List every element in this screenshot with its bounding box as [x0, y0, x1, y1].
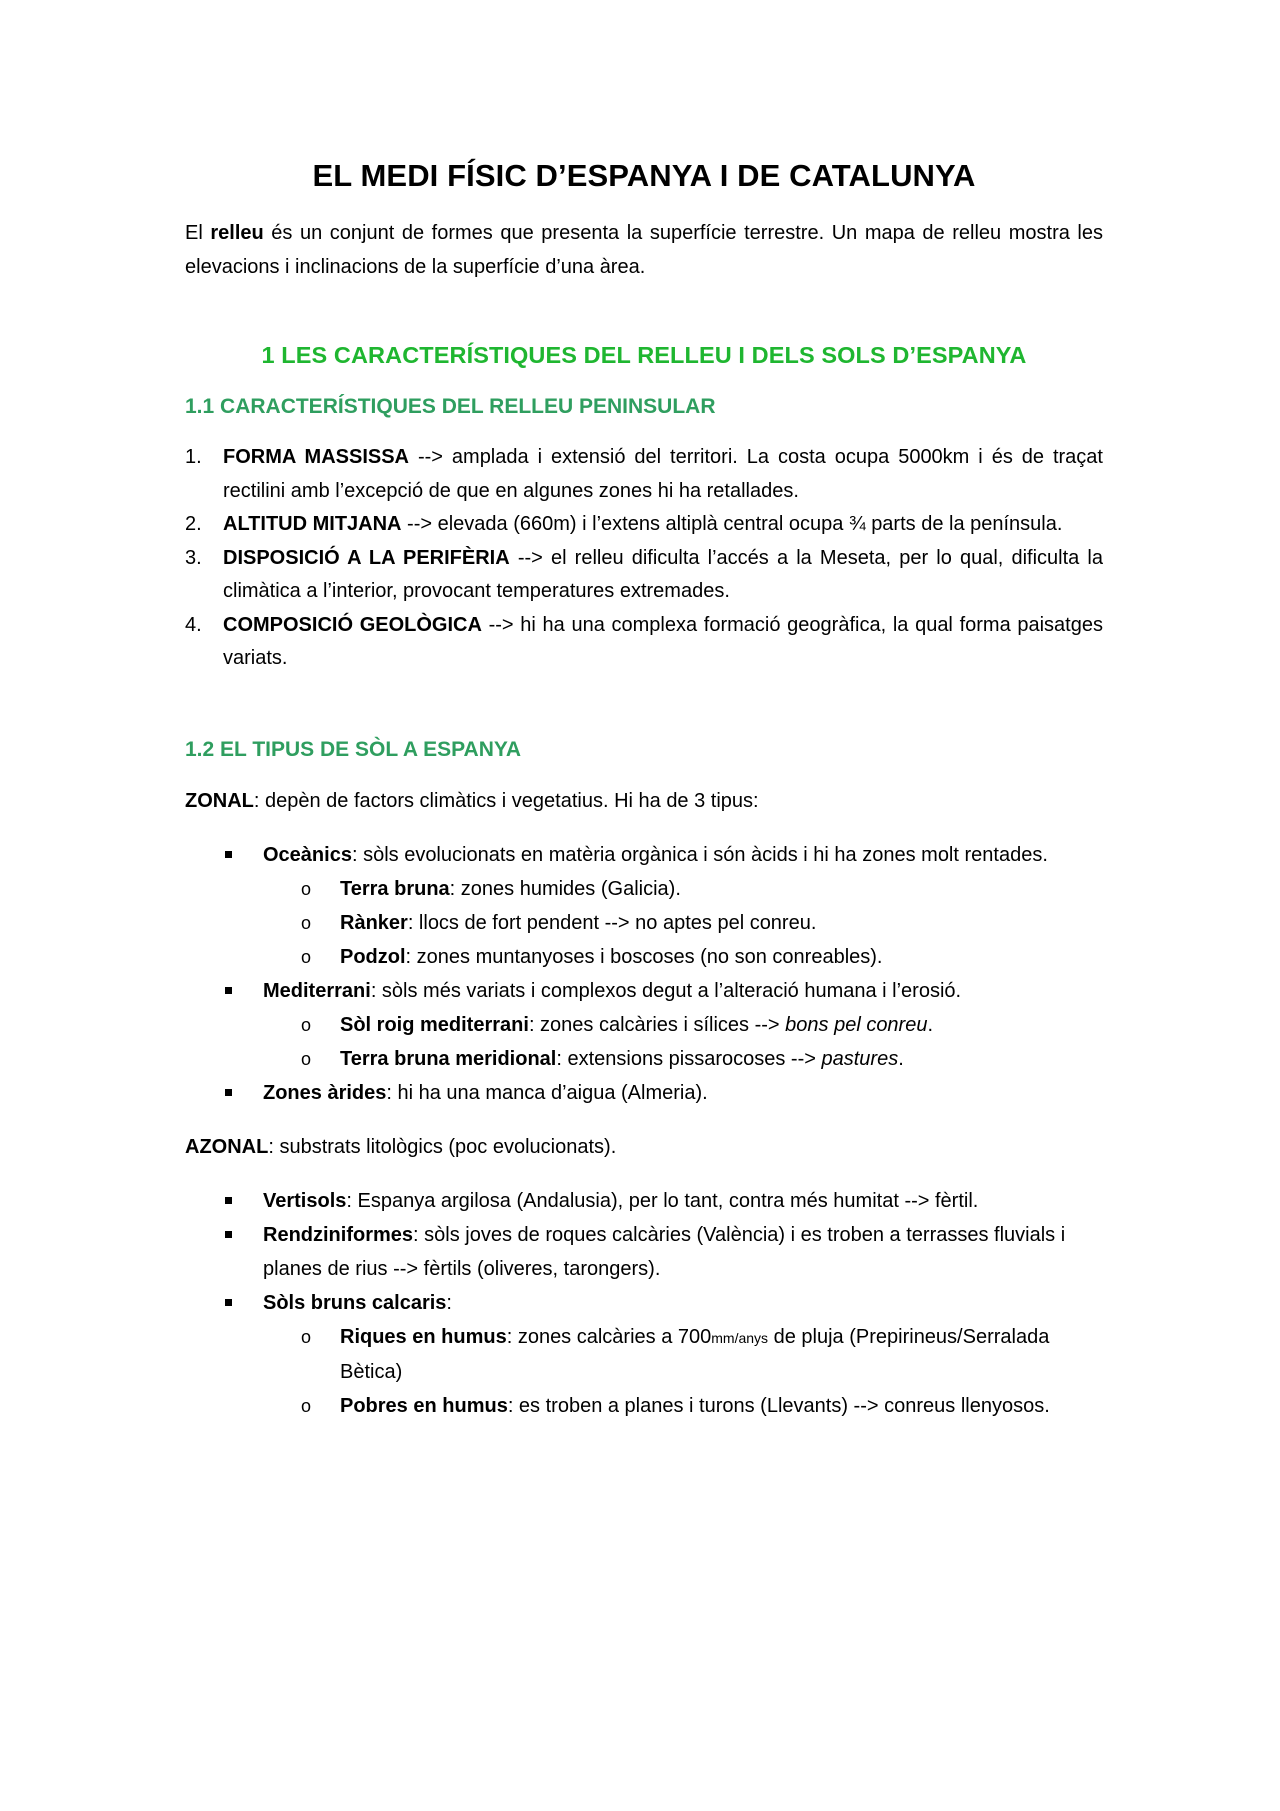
square-bullet-icon — [225, 1197, 232, 1204]
circle-bullet-icon: o — [301, 1048, 312, 1069]
sub-list — [263, 1320, 1103, 1423]
zonal-list — [185, 838, 1103, 1110]
sub-list-item: o Terra bruna meridional: extensions pissarocoses --> pastures. — [263, 1042, 1103, 1076]
sub-list-item: o Rànker: llocs de fort pendent --> no aptes pel conreu. — [263, 906, 1103, 940]
intro-bold-term: relleu — [210, 222, 264, 244]
list-item: Zones àrides: hi ha una manca d’aigua (Almeria). — [185, 1076, 1103, 1110]
circle-bullet-icon: o — [301, 1326, 312, 1347]
section-1-heading: 1 LES CARACTERÍSTIQUES DEL RELLEU I DELS SOLS D’ESPANYA — [261, 342, 1027, 368]
circle-bullet-icon: o — [301, 878, 312, 899]
list-item: 3. DISPOSICIÓ A LA PERIFÈRIA --> el relleu dificulta l’accés a la Meseta, per lo qual, dificulta la climàtica a l’interior, provocant temperatures extremades. — [185, 546, 1103, 602]
sub-list — [263, 1008, 1103, 1076]
list-item: Vertisols: Espanya argilosa (Andalusia), per lo tant, contra més humitat --> fèrtil. — [185, 1184, 1103, 1218]
square-bullet-icon — [225, 1231, 232, 1238]
list-item: 4. COMPOSICIÓ GEOLÒGICA --> hi ha una complexa formació geogràfica, la qual forma paisatges variats. — [185, 613, 1103, 669]
sub-list-item: o Podzol: zones muntanyoses i boscoses (no son conreables). — [263, 940, 1103, 974]
square-bullet-icon — [225, 1089, 232, 1096]
sub-list — [263, 872, 1103, 974]
list-item: Rendziniformes: sòls joves de roques calcàries (València) i es troben a terrasses fluvials i planes de rius --> fèrtils (oliveres, tarongers). — [185, 1218, 1103, 1286]
document-title: EL MEDI FÍSIC D’ESPANYA I DE CATALUNYA — [312, 158, 976, 193]
circle-bullet-icon: o — [301, 1014, 312, 1035]
square-bullet-icon — [225, 1299, 232, 1306]
section-1-1-heading: 1.1 CARACTERÍSTIQUES DEL RELLEU PENINSULAR — [185, 395, 716, 418]
list-item: Sòls bruns calcaris: o Riques en humus: zones calcàries a 700mm/anys de pluja (Prepirineus/Serralada Bètica) o Pobres en humus: es troben a planes i turons (Llevants) --> conreus llenyosos. — [185, 1286, 1103, 1423]
intro-paragraph: El relleu és un conjunt de formes que presenta la superfície terrestre. Un mapa de relleu mostra les elevacions i inclinacions de la superfície d’una àrea. — [185, 222, 1103, 278]
list-item: Oceànics: sòls evolucionats en matèria orgànica i són àcids i hi ha zones molt rentades. o Terra bruna: zones humides (Galicia). o Rànker: llocs de fort pendent --> no aptes pel conreu. o Podzol: zones muntanyoses i boscoses (no son conreables). — [185, 838, 1103, 974]
circle-bullet-icon: o — [301, 946, 312, 967]
section-1-2-heading: 1.2 EL TIPUS DE SÒL A ESPANYA — [185, 737, 522, 761]
list-item: Mediterrani: sòls més variats i complexos degut a l’alteració humana i l’erosió. o Sòl roig mediterrani: zones calcàries i sílices --> bons pel conreu. o Terra bruna meridional: extensions pissarocoses --> pastures. — [185, 974, 1103, 1076]
square-bullet-icon — [225, 987, 232, 994]
circle-bullet-icon: o — [301, 912, 312, 933]
azonal-paragraph: AZONAL: substrats litològics (poc evolucionats). — [185, 1135, 617, 1158]
list-item: 1. FORMA MASSISSA --> amplada i extensió del territori. La costa ocupa 5000km i és de traçat rectilini amb l’excepció de que en algunes zones hi ha retallades. — [185, 446, 1103, 502]
list-item: 2. ALTITUD MITJANA --> elevada (660m) i l’extens altiplà central ocupa ¾ parts de la península. — [185, 513, 1063, 535]
sub-list-item: o Sòl roig mediterrani: zones calcàries i sílices --> bons pel conreu. — [263, 1008, 1103, 1042]
square-bullet-icon — [225, 851, 232, 858]
sub-list-item: o Terra bruna: zones humides (Galicia). — [263, 872, 1103, 906]
azonal-list — [185, 1184, 1103, 1423]
sub-list-item: o Riques en humus: zones calcàries a 700mm/anys de pluja (Prepirineus/Serralada Bètica) — [263, 1320, 1103, 1389]
document-content — [185, 158, 1103, 1443]
circle-bullet-icon: o — [301, 1395, 312, 1416]
sub-list-item: o Pobres en humus: es troben a planes i turons (Llevants) --> conreus llenyosos. — [263, 1389, 1103, 1423]
zonal-paragraph: ZONAL: depèn de factors climàtics i vegetatius. Hi ha de 3 tipus: — [185, 789, 759, 812]
relief-characteristics-list — [185, 441, 1103, 676]
